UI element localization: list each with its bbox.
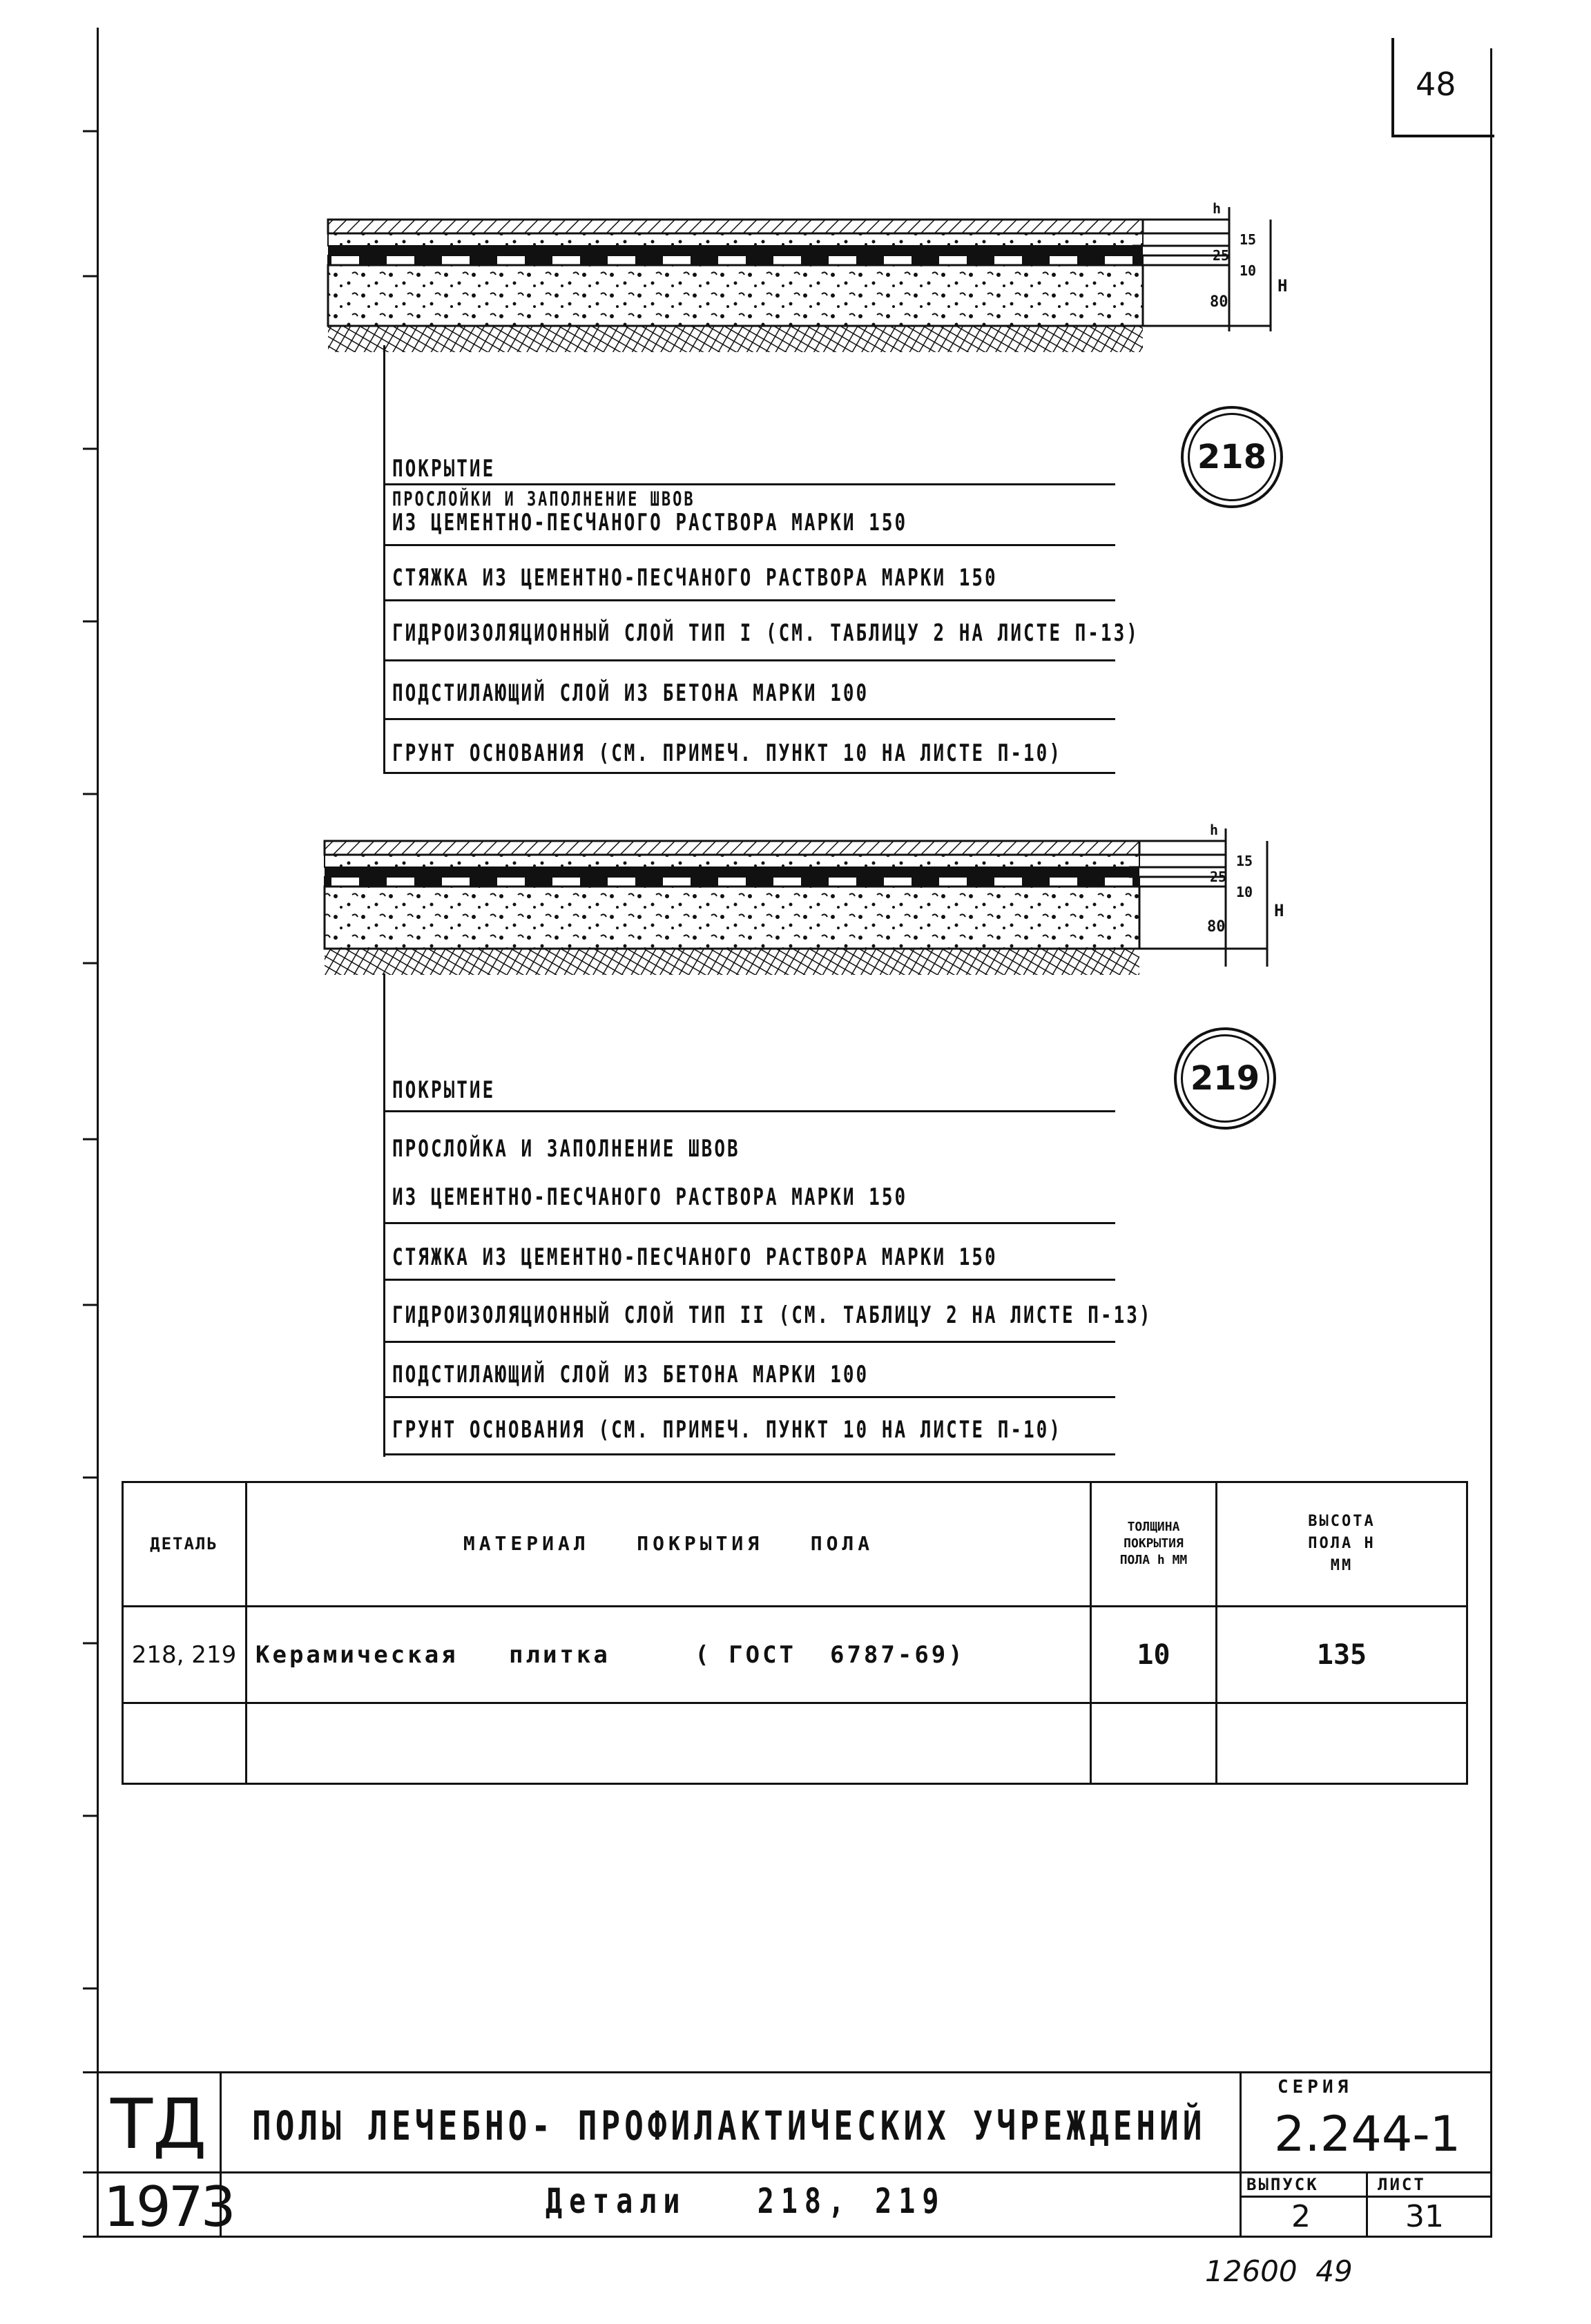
leader-line-218 — [383, 345, 385, 773]
layer-219-line-4 — [383, 1341, 1115, 1343]
issue-number: 2 — [1291, 2199, 1311, 2234]
leader-line-219 — [383, 974, 385, 1457]
layer-219-covering: ПОКРЫТИЕ — [392, 1077, 496, 1104]
layer-219-ground: ГРУНТ ОСНОВАНИЯ (СМ. ПРИМЕЧ. ПУНКТ 10 НА ЛИСТЕ П-10) — [392, 1417, 1062, 1444]
dimension-chain-219 — [1115, 822, 1295, 980]
year: 1973 — [104, 2175, 233, 2239]
table-header-detail: ДЕТАЛЬ — [150, 1533, 218, 1553]
dimension-chain-218 — [1119, 200, 1298, 352]
sheet-number: 48 — [1416, 66, 1456, 103]
dim-25-218: 25 — [1213, 247, 1230, 264]
layer-219-line-6 — [383, 1453, 1115, 1455]
layer-219-line-1 — [383, 1110, 1115, 1112]
layer-218-underlayer: ПОДСТИЛАЮЩИЙ СЛОЙ ИЗ БЕТОНА МАРКИ 100 — [392, 680, 869, 707]
drawing-subtitle: Детали 218, 219 — [546, 2182, 946, 2222]
layer-218-line-4 — [383, 659, 1115, 661]
layer-219-waterproofing: ГИДРОИЗОЛЯЦИОННЫЙ СЛОЙ ТИП II (СМ. ТАБЛИЦУ 2 НА ЛИСТЕ П-13) — [392, 1302, 1153, 1329]
drawing-title: ПОЛЫ ЛЕЧЕБНО- ПРОФИЛАКТИЧЕСКИХ УЧРЕЖДЕНИЙ — [252, 2102, 1206, 2149]
table-row-line-2 — [122, 1702, 1468, 1704]
layer-218-ground: ГРУНТ ОСНОВАНИЯ (СМ. ПРИМЕЧ. ПУНКТ 10 НА ЛИСТЕ П-10) — [392, 740, 1062, 767]
table-header-height: ВЫСОТА ПОЛА H ММ — [1308, 1512, 1376, 1574]
layer-218-line-1 — [383, 483, 1115, 485]
section-drawing-219 — [304, 829, 1160, 987]
table-header-thickness: ТОЛЩИНА ПОКРЫТИЯ ПОЛА h ММ — [1119, 1519, 1188, 1567]
table-header-material: МАТЕРИАЛ ПОКРЫТИЯ ПОЛА — [463, 1532, 874, 1555]
issue-label: ВЫПУСК — [1246, 2175, 1319, 2194]
dim-15-219: 15 — [1236, 853, 1253, 869]
layer-218-line-6 — [383, 772, 1115, 774]
layer-219-line-3 — [383, 1279, 1115, 1281]
layer-218-interlayer: ПРОСЛОЙКИ И ЗАПОЛНЕНИЕ ШВОВ — [392, 489, 695, 512]
series-number: 2.244-1 — [1274, 2106, 1461, 2162]
sheet-label: ЛИСТ — [1378, 2175, 1426, 2194]
detail-marker-218: 218 — [1181, 406, 1283, 508]
dim-H-219: H — [1274, 901, 1284, 920]
dim-h-218: h — [1213, 200, 1222, 217]
layer-219-interlayer: ПРОСЛОЙКА И ЗАПОЛНЕНИЕ ШВОВ — [392, 1136, 740, 1163]
dim-H-218: H — [1277, 276, 1288, 296]
title-block-issue-line — [1240, 2196, 1492, 2198]
dim-80-219: 80 — [1207, 918, 1226, 936]
section-drawing-218 — [304, 207, 1160, 366]
left-edge-ticks — [83, 0, 99, 2324]
table-cell-height: 135 — [1316, 1638, 1367, 1671]
dim-25-219: 25 — [1210, 869, 1227, 885]
dim-15-218: 15 — [1240, 231, 1257, 248]
table-cell-thickness: 10 — [1137, 1638, 1170, 1671]
title-block-col-series — [1240, 2071, 1242, 2237]
series-label: СЕРИЯ — [1277, 2077, 1353, 2098]
layer-218-covering: ПОКРЫТИЕ — [392, 456, 496, 483]
frame-right-border — [1490, 48, 1492, 2237]
layer-219-line-5 — [383, 1396, 1115, 1398]
title-block-top — [83, 2071, 1492, 2073]
layer-218-line-2 — [383, 544, 1115, 546]
sheet-number-title: 31 — [1405, 2199, 1444, 2234]
layer-218-waterproofing: ГИДРОИЗОЛЯЦИОННЫЙ СЛОЙ ТИП I (СМ. ТАБЛИЦУ 2 НА ЛИСТЕ П-13) — [392, 620, 1139, 647]
dim-10-218: 10 — [1240, 262, 1257, 279]
dim-80-218: 80 — [1210, 293, 1228, 311]
title-block-middle — [83, 2171, 1492, 2173]
table-cell-material: Керамическая плитка ( ГОСТ 6787-69) — [255, 1640, 965, 1669]
layer-219-interlayer-2: ИЗ ЦЕМЕНТНО-ПЕСЧАНОГО РАСТВОРА МАРКИ 150 — [392, 1184, 908, 1211]
layer-218-interlayer-2: ИЗ ЦЕМЕНТНО-ПЕСЧАНОГО РАСТВОРА МАРКИ 150 — [392, 510, 908, 536]
layer-218-line-3 — [383, 599, 1115, 601]
layer-219-line-2 — [383, 1222, 1115, 1224]
dim-h-219: h — [1210, 822, 1219, 838]
table-cell-detail: 218, 219 — [131, 1640, 237, 1669]
layer-218-line-5 — [383, 718, 1115, 720]
layer-219-screed: СТЯЖКА ИЗ ЦЕМЕНТНО-ПЕСЧАНОГО РАСТВОРА МАРКИ 150 — [392, 1244, 998, 1271]
layer-219-underlayer: ПОДСТИЛАЮЩИЙ СЛОЙ ИЗ БЕТОНА МАРКИ 100 — [392, 1362, 869, 1388]
dim-10-219: 10 — [1236, 884, 1253, 900]
org-code: ТД — [110, 2084, 207, 2165]
title-block-col-sheet — [1366, 2171, 1368, 2237]
bottom-note: 12600 49 — [1205, 2254, 1353, 2288]
detail-marker-219: 219 — [1174, 1027, 1276, 1130]
frame-bottom-border — [83, 2236, 1492, 2238]
layer-218-screed: СТЯЖКА ИЗ ЦЕМЕНТНО-ПЕСЧАНОГО РАСТВОРА МАРКИ 150 — [392, 565, 998, 592]
